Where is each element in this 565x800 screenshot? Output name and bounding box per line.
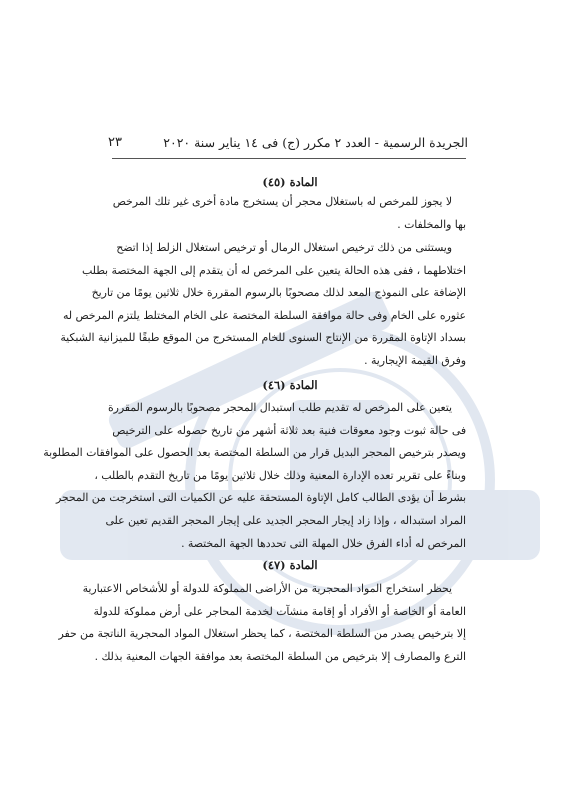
text-line: بسداد الإتاوة المقررة من الإنتاج السنوى للخام المستخرج من الموقع طبقًا للميزانية الشبكية (60, 331, 466, 345)
page-number: ٢٣ (108, 134, 122, 150)
text-line: العامة أو الخاصة أو الأفراد أو إقامة منشآت لخدمة المحاجر على أرض مملوكة للدولة (93, 604, 466, 618)
text-line: وفرق القيمة الإيجارية . (364, 353, 466, 367)
article-47-title: المادة (٤٧) (262, 558, 318, 572)
text-line: الترع والمصارف إلا بترخيص من السلطة المختصة بعد موافقة الجهات المعنية بذلك . (94, 649, 466, 663)
text-line: وبناءً على تقرير تعده الإدارة المعنية وذلك خلال ثلاثين يومًا من تاريخ التقدم بالطلب ، (94, 468, 466, 482)
article-46-title: المادة (٤٦) (262, 378, 318, 392)
article-45-title: المادة (٤٥) (262, 175, 318, 189)
text-line: ويصدر بترخيص المحجر البديل قرار من السلطة المختصة بعد الحصول على الموافقات المطلوبة (43, 446, 466, 460)
article-45-paragraph-2 (60, 237, 466, 373)
text-line: بشرط أن يؤدى الطالب كامل الإتاوة المستحقة عليه عن الكميات التى استخرجت من المحجر (55, 491, 466, 505)
text-line: يتعين على المرخص له تقديم طلب استبدال المحجر مصحوبًا بالرسوم المقررة (107, 401, 452, 414)
text-line: يحظر استخراج المواد المحجرية من الأراضى المملوكة للدولة أو للأشخاص الاعتبارية (82, 582, 452, 595)
text-line: اختلاطهما ، ففى هذه الحالة يتعين على المرخص له أن يتقدم إلى الجهة المختصة بطلب (82, 263, 466, 277)
text-line: المرخص له أداء الفرق خلال المهلة التى تحددها الجهة المختصة . (181, 536, 466, 550)
text-line: فى حالة ثبوت وجود معوقات فنية بعد ثلاثة أشهر من تاريخ حصوله على الترخيص (112, 423, 466, 437)
text-line: عثوره على الخام وفى حالة موافقة السلطة المختصة على الخام المختلط يلتزم المرخص له (62, 308, 466, 322)
article-47-paragraph-1 (58, 578, 466, 668)
text-line: إلا بترخيص يصدر من السلطة المختصة ، كما يحظر استغلال المواد المحجرية الناتجة من حفر (58, 627, 466, 641)
text-line: لا يجوز للمرخص له باستغلال محجر أن يستخرج مادة أخرى غير تلك المرخص (112, 195, 452, 208)
header-rule (112, 158, 466, 159)
text-line: ويستثنى من ذلك ترخيص استغلال الرمال أو ترخيص استغلال الزلط إذا اتضح (116, 241, 452, 254)
article-45-paragraph-1 (112, 191, 466, 236)
article-46-paragraph-1 (43, 397, 466, 555)
text-line: الإضافة على النموذج المعد لذلك مصحوبًا بالرسوم المقررة خلال ثلاثين يومًا من تاريخ (91, 286, 466, 300)
text-line: بها والمخلفات . (397, 217, 466, 231)
page-header (108, 131, 468, 153)
text-line: المراد استبداله ، وإذا زاد إيجار المحجر الجديد على إيجار المحجر القديم تعين على (105, 513, 466, 527)
gazette-title: الجريدة الرسمية - العدد ٢ مكرر (ج) فى ١٤ يناير سنة ٢٠٢٠ (163, 134, 468, 150)
